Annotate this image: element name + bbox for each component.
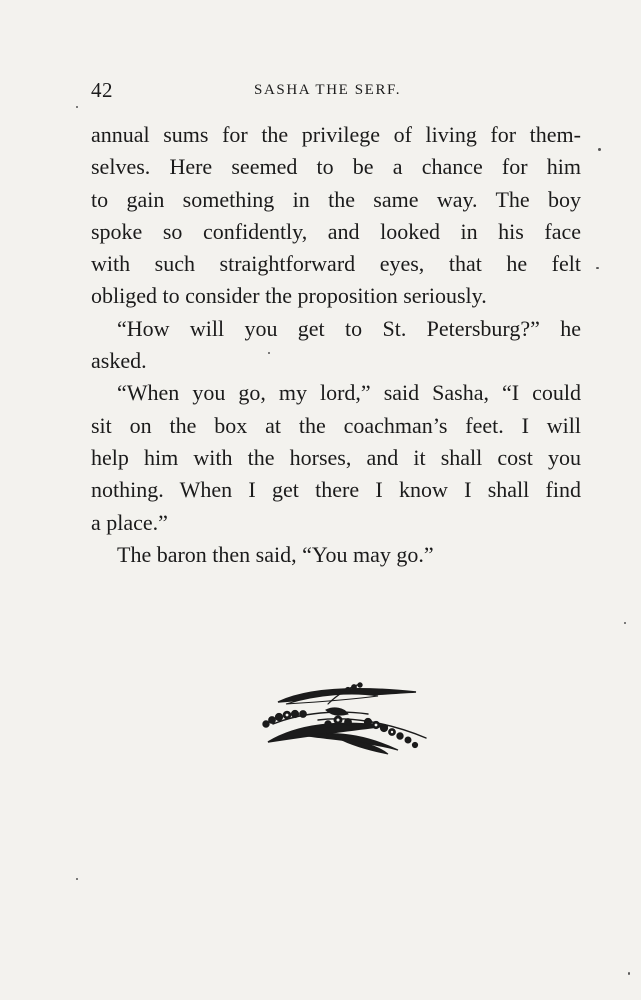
page-number: 42 [91, 78, 113, 102]
text-line: help him with the horses, and it shall cost you [91, 444, 581, 470]
text-line: to gain something in the same way. The boy [91, 186, 581, 212]
text-line: selves. Here seemed to be a chance for him [91, 154, 581, 180]
scan-speck [628, 972, 630, 975]
scan-speck [596, 267, 599, 269]
text-line: “How will you get to St. Petersburg?” he [117, 315, 581, 341]
text-line: The baron then said, “You may go.” [117, 541, 434, 567]
text-line: spoke so confidently, and looked in his face [91, 218, 581, 244]
running-head [91, 78, 581, 104]
scan-speck [624, 622, 626, 624]
text-line: a place.” [91, 509, 168, 535]
scan-speck [76, 106, 78, 108]
scan-speck [268, 352, 270, 354]
body-text [91, 119, 581, 571]
text-line: annual sums for the privilege of living for them- [91, 122, 581, 147]
text-line: “When you go, my lord,” said Sasha, “I could [117, 380, 581, 406]
text-line: nothing. When I get there I know I shall find [91, 477, 581, 503]
text-line: obliged to consider the proposition seriously. [91, 283, 487, 309]
text-line: asked. [91, 348, 147, 374]
text-line: sit on the box at the coachman’s feet. I will [91, 412, 581, 438]
text-line: with such straightforward eyes, that he felt [91, 251, 581, 277]
running-title: SASHA THE SERF. [254, 82, 402, 98]
lily-of-the-valley-icon [248, 680, 434, 760]
scan-speck [76, 878, 78, 880]
scan-speck [598, 148, 601, 151]
